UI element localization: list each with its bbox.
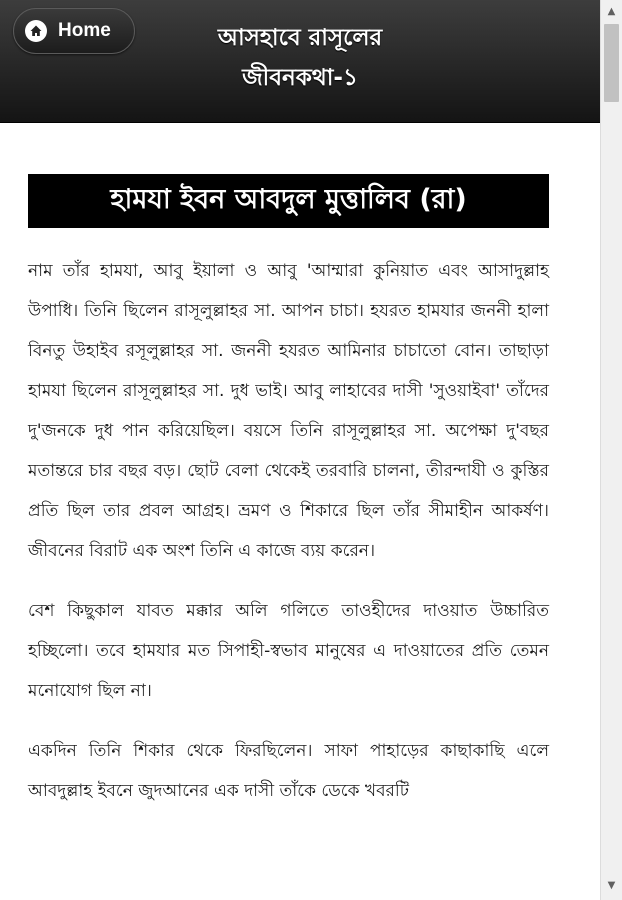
home-icon — [25, 20, 47, 42]
home-button-label: Home — [58, 20, 111, 41]
page-title — [170, 18, 430, 98]
article-paragraph: বেশ কিছুকাল যাবত মক্কার অলি গলিতে তাওহীদের দাওয়াত উচ্চারিত হচ্ছিলো। তবে হামযার মত সিপাহী-স্বভাব মানুষের এ দাওয়াতের প্রতি তেমন মনোযোগ ছিল না। — [28, 601, 549, 701]
article-body — [28, 251, 549, 831]
app-header — [0, 0, 600, 123]
article-paragraph: নাম তাঁর হামযা, আবু ইয়ালা ও আবু 'আম্মারা কুনিয়াত এবং আসাদুল্লাহ উপাধি। তিনি ছিলেন রাসূলুল্লাহর সা. আপন চাচা। হযরত হামযার জননী হালা বিনতু উহাইব রসূলুল্লাহর সা. জননী হযরত আমিনার চাচাতো বোন। তাছাড়া হামযা ছিলেন রাসূলুল্লাহর সা. দুধ ভাই। আবু লাহাবের দাসী 'সুওয়াইবা' তাঁদের দু'জনকে দুধ পান করিয়েছিল। বয়সে তিনি রাসূলুল্লাহর সা. অপেক্ষা দু'বছর মতান্তরে চার বছর বড়। ছোট বেলা থেকেই তরবারি চালনা, তীরন্দাযী ও কুস্তির প্রতি ছিল তার প্রবল আগ্রহ। ভ্রমণ ও শিকারে ছিল তাঁর সীমাহীন আকর্ষণ। জীবনের বিরাট এক অংশ তিনি এ কাজে ব্যয় করেন। — [28, 261, 549, 561]
vertical-scrollbar[interactable] — [600, 0, 622, 900]
scrollbar-thumb[interactable] — [604, 24, 619, 102]
arrow-down-icon[interactable]: ▼ — [607, 879, 616, 891]
arrow-up-icon[interactable]: ▲ — [607, 5, 616, 17]
page-title-line-1: আসহাবে রাসূলের — [217, 25, 383, 51]
article-content[interactable] — [0, 123, 600, 900]
article-title: হামযা ইবন আবদুল মুত্তালিব (রা) — [28, 174, 549, 228]
article-paragraph: একদিন তিনি শিকার থেকে ফিরছিলেন। সাফা পাহাড়ের কাছাকাছি এলে আবদুল্লাহ ইবনে জুদআনের এক দাসী তাঁকে ডেকে খবরটি — [28, 741, 549, 801]
page-title-line-2: জীবনকথা-১ — [242, 65, 358, 91]
home-button[interactable] — [13, 8, 135, 54]
